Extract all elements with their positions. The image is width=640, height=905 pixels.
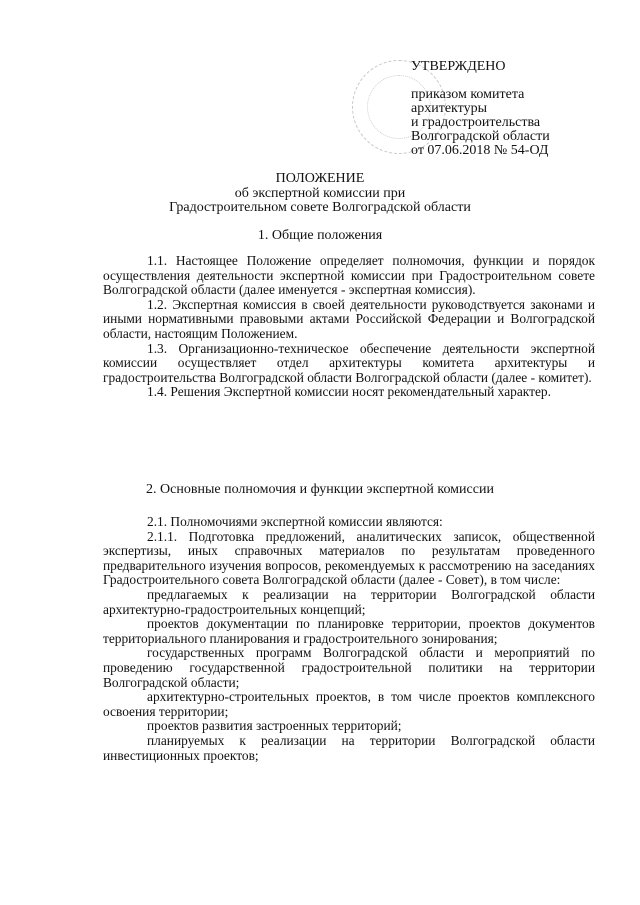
section-2-heading: 2. Основные полномочия и функции экспертной комиссии	[146, 482, 494, 497]
approval-block	[411, 60, 550, 158]
paragraph: проектов развития застроенных территорий;	[147, 718, 402, 734]
approval-line: и градостроительства	[411, 115, 541, 130]
paragraph: 1.4. Решения Экспертной комиссии носят рекомендательный характер.	[147, 384, 551, 400]
paragraph: государственных программ Волгоградской области и мероприятий по проведению государственной градостроительной политики на территории Волгоградской области;	[103, 645, 595, 690]
approval-line: архитектуры	[411, 101, 487, 116]
title-sub: об экспертной комиссии при	[234, 185, 406, 201]
document-title	[0, 172, 640, 216]
paragraph: планируемых к реализации на территории Волгоградской области инвестиционных проектов;	[103, 732, 595, 763]
approval-line: от 07.06.2018 № 54-ОД	[411, 143, 549, 158]
title-sub: Градостроительном совете Волгоградской области	[169, 200, 471, 215]
section-1-heading: 1. Общие положения	[257, 228, 383, 243]
approval-line: Волгоградской области	[411, 129, 550, 144]
approval-line: приказом комитета	[411, 87, 525, 102]
paragraph: 1.3. Организационно-техническое обеспечение деятельности экспертной комиссии осуществляет отдел архитектуры комитета архитектуры и градостроительства Волгоградской области Волгоградской области (далее - комитет).	[103, 340, 595, 385]
paragraph: предлагаемых к реализации на территории Волгоградской области архитектурно-градостроительных концепций;	[103, 586, 595, 617]
section-2-body	[103, 515, 595, 763]
paragraph: проектов документации по планировке территории, проектов документов территориального планирования и градостроительного зонирования;	[103, 616, 595, 646]
paragraph: архитектурно-строительных проектов, в том числе проектов комплексного освоения территории;	[103, 689, 595, 719]
section-1-body	[103, 254, 595, 400]
paragraph: 1.2. Экспертная комиссия в своей деятельности руководствуется законами и иными нормативными правовыми актами Российской Федерации и Волгоградской области, настоящим Положением.	[103, 296, 595, 341]
approval-heading: УТВЕРЖДЕНО	[411, 59, 506, 74]
paragraph: 2.1. Полномочиями экспертной комиссии являются:	[147, 514, 443, 529]
paragraph: 1.1. Настоящее Положение определяет полномочия, функции и порядок осуществления деятельности экспертной комиссии при Градостроительном совете Волгоградской области (далее именуется - экспертная комиссия).	[103, 253, 595, 298]
title-main: ПОЛОЖЕНИЕ	[275, 171, 365, 186]
paragraph: 2.1.1. Подготовка предложений, аналитических записок, общественной экспертизы, иных справочных материалов по результатам проведенного предварительного изучения вопросов, рекомендуемых к рассмотрению на заседаниях Градостроительного совета Волгоградской области (далее - Совет), в том числе:	[103, 528, 595, 588]
